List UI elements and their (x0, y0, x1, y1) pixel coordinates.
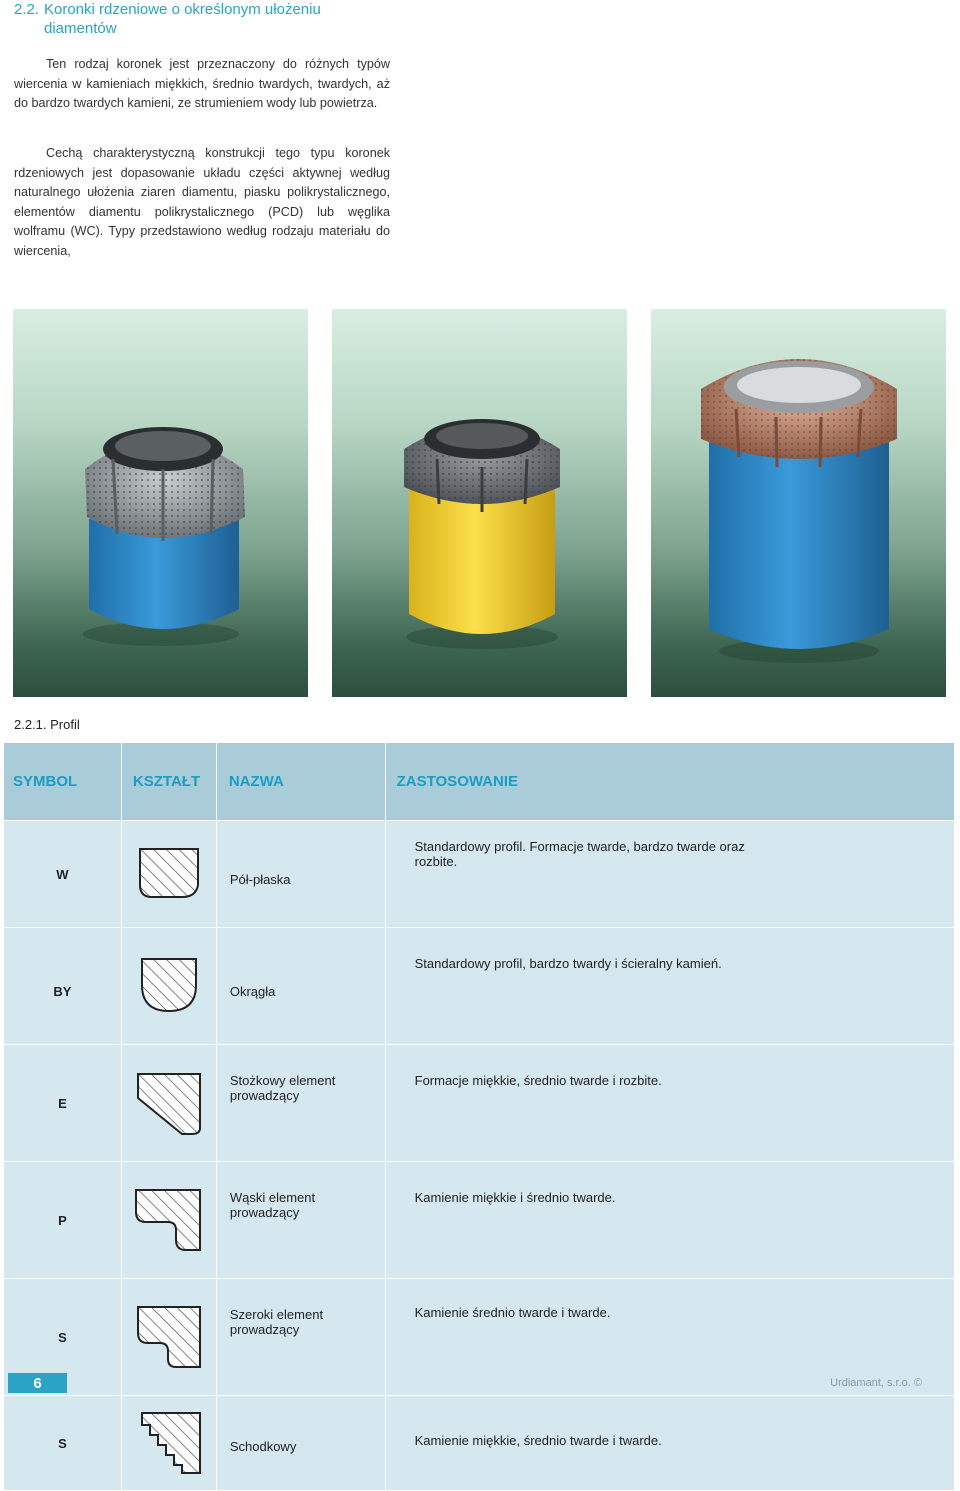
core-bit-photo-1 (13, 309, 308, 697)
narrow-pilot-profile-icon (121, 1162, 216, 1279)
row-symbol: S (4, 1279, 122, 1396)
row-symbol: BY (4, 928, 122, 1045)
stepped-profile-icon (121, 1396, 216, 1491)
section-title-line2: diamentów (44, 20, 117, 37)
row-symbol: E (4, 1045, 122, 1162)
header-name: NAZWA (216, 743, 385, 821)
row-usage: Kamienie miękkie i średnio twarde. (385, 1162, 954, 1279)
row-usage: Standardowy profil, bardzo twardy i ścieralny kamień. (385, 928, 954, 1045)
section-number: 2.2. (14, 1, 40, 18)
row-symbol: W (4, 821, 122, 928)
half-flat-profile-icon (121, 821, 216, 928)
intro-paragraph: Ten rodzaj koronek jest przeznaczony do różnych typów wiercenia w kamieniach miękkich, średnio twardych, twardych, aż do bardzo twardych kamieni, ze strumieniem wody lub powietrza. (14, 57, 390, 111)
row-name: Pół-płaska (216, 821, 385, 928)
section-title-line1: Koronki rdzeniowe o określonym ułożeniu (44, 1, 321, 18)
row-usage: Formacje miękkie, średnio twarde i rozbite. (385, 1045, 954, 1162)
header-shape: KSZTAŁT (121, 743, 216, 821)
section-heading (14, 0, 321, 37)
conical-pilot-profile-icon (121, 1045, 216, 1162)
row-usage: Standardowy profil. Formacje twarde, bardzo twarde oraz rozbite. (385, 821, 954, 928)
round-profile-icon (121, 928, 216, 1045)
row-name: Wąski element prowadzący (216, 1162, 385, 1279)
table-row (4, 1162, 955, 1279)
table-row (4, 1279, 955, 1396)
row-symbol: S (4, 1396, 122, 1491)
profile-table (3, 742, 955, 1491)
row-usage: Kamienie średnio twarde i twarde. (385, 1279, 954, 1396)
copyright-text: Urdiamant, s.r.o. © (830, 1377, 922, 1389)
table-header-row (4, 743, 955, 821)
table-row (4, 1045, 955, 1162)
description-paragraph: Cechą charakterystyczną konstrukcji tego typu koronek rdzeniowych jest dopasowanie układu części aktywnej według naturalnego ułożenia ziaren diamentu, piasku polikrystalicznego, elementów diamentu polikrystalicznego (PCD) lub węglika wolframu (WC). Typy przedstawiono według rodzaju materiału do wiercenia, (14, 146, 390, 258)
table-row (4, 928, 955, 1045)
header-usage: ZASTOSOWANIE (385, 743, 954, 821)
row-name: Schodkowy (216, 1396, 385, 1491)
subsection-title: 2.2.1. Profil (14, 717, 80, 732)
core-bit-photo-3 (651, 309, 946, 697)
row-name: Okrągła (216, 928, 385, 1045)
page-number: 6 (8, 1373, 67, 1393)
table-row (4, 1396, 955, 1491)
table-row (4, 821, 955, 928)
row-name: Stożkowy element prowadzący (216, 1045, 385, 1162)
row-name: Szeroki element prowadzący (216, 1279, 385, 1396)
row-symbol: P (4, 1162, 122, 1279)
core-bit-photo-2 (332, 309, 627, 697)
header-symbol: SYMBOL (4, 743, 122, 821)
wide-pilot-profile-icon (121, 1279, 216, 1396)
row-usage: Kamienie miękkie, średnio twarde i twarde. (385, 1396, 954, 1491)
